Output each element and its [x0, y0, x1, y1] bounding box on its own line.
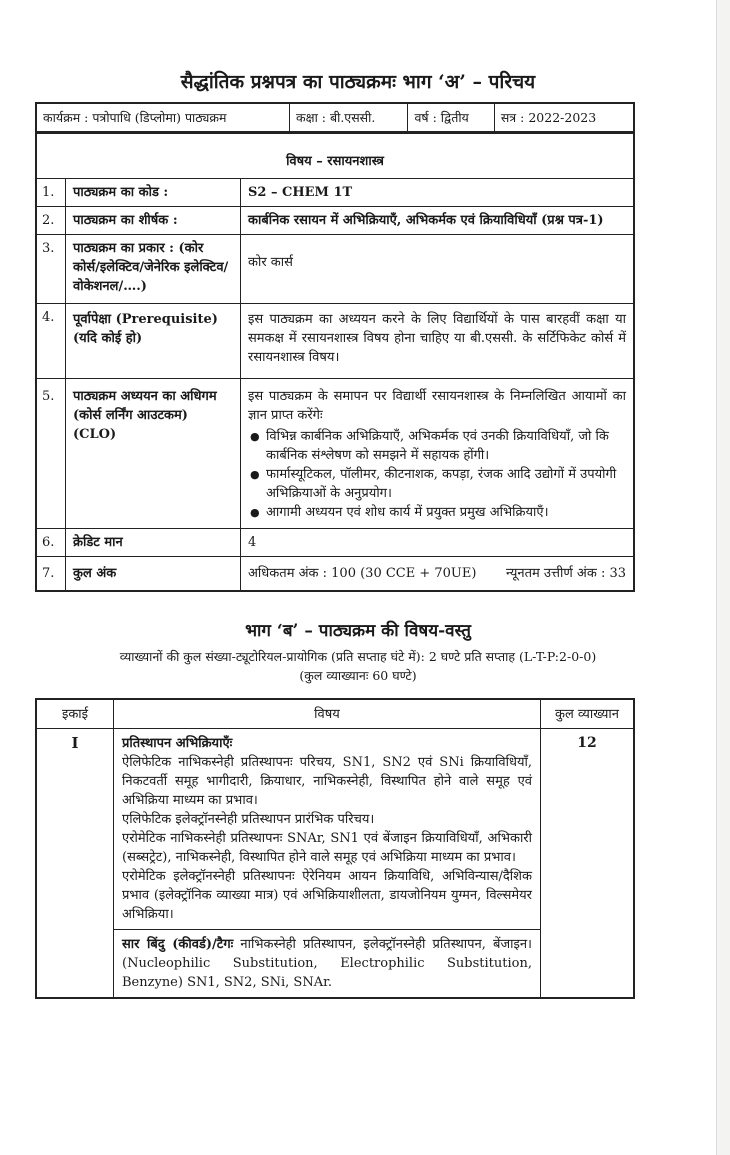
table-row	[36, 179, 634, 207]
course-intro-table	[35, 132, 635, 592]
table-row	[36, 304, 634, 379]
unit-header: इकाई	[36, 699, 114, 729]
unit-number: I	[36, 729, 114, 999]
session-cell: सत्र : 2022-2023	[494, 103, 634, 132]
clo-cell	[241, 379, 635, 529]
list-item: ● फार्मास्यूटिकल, पॉलीमर, कीटनाशक, कपड़ा, रंजक आदि उद्योगों में उपयोगी अभिक्रियाओं के अनुप्रयोग।	[266, 465, 626, 503]
lecture-hours: 12	[541, 729, 635, 999]
max-marks: अधिकतम अंक : 100 (30 CCE + 70UE)	[248, 566, 477, 581]
table-row	[36, 729, 634, 930]
row-label: क्रेडिट मान	[66, 529, 241, 557]
row-label: पूर्वापेक्षा (Prerequisite) (यदि कोई हो)	[66, 304, 241, 379]
row-number: 6.	[36, 529, 66, 557]
row-number: 5.	[36, 379, 66, 529]
row-label: कुल अंक	[66, 557, 241, 592]
total-lectures-line: (कुल व्याख्यानः 60 घण्टे)	[299, 668, 417, 683]
lectures-header: कुल व्याख्यान	[541, 699, 635, 729]
class-cell: कक्षा : बी.एससी.	[290, 103, 408, 132]
content-paragraph: एरोमेटिक इलेक्ट्रॉनस्नेही प्रतिस्थापनः ऐरेनियम आयन क्रियाविधि, अभिविन्यास/दैशिक प्रभाव (इलेक्ट्रॉनिक व्याख्या मात्र) एवं अभिक्रियाशीलता, डायजोनियम युग्मन, विल्समेयर अभिक्रिया।	[122, 869, 532, 922]
syllabus-content-table	[35, 698, 635, 999]
marks-cell	[241, 557, 635, 592]
lecture-count-line: व्याख्यानों की कुल संख्या-ट्यूटोरियल-प्रायोगिक (प्रति सप्ताह घंटे में): 2 घण्टे प्रति सप्ताह (L-T-P:2-0-0)	[119, 649, 597, 664]
keywords-cell	[114, 930, 541, 999]
prerequisite-text: इस पाठ्यक्रम का अध्ययन करने के लिए विद्यार्थियों के पास बारहवीं कक्षा या समकक्ष में रसायनशास्त्र विषय होना चाहिए या बी.एससी. के सर्टिफिकेट कोर्स में रसायनशास्त्र विषय।	[241, 304, 635, 379]
min-pass-marks: न्यूनतम उत्तीर्ण अंक : 33	[505, 566, 626, 581]
table-row	[36, 207, 634, 235]
unit-content	[114, 729, 541, 930]
row-number: 4.	[36, 304, 66, 379]
row-number: 2.	[36, 207, 66, 235]
clo-list	[248, 427, 626, 522]
year-cell: वर्ष : द्वितीय	[408, 103, 494, 132]
list-item: ● विभिन्न कार्बनिक अभिक्रियाएँ, अभिकर्मक एवं उनकी क्रियाविधियाँ, जो कि कार्बनिक संश्लेषण को समझने में सहायक होंगी।	[266, 427, 626, 465]
program-info-row	[35, 102, 635, 133]
row-number: 7.	[36, 557, 66, 592]
course-type-value: कोर कार्स	[248, 255, 293, 270]
course-type	[241, 235, 635, 304]
table-row	[36, 529, 634, 557]
row-number: 1.	[36, 179, 66, 207]
content-paragraph: एरोमेटिक नाभिकस्नेही प्रतिस्थापनः SNAr, SN1 एवं बेंजाइन क्रियाविधियाँ, अभिकारी (सब्सट्रेट), नाभिकस्नेही, विस्थापित होने वाले समूह एवं अभिक्रिया माध्यम का प्रभाव।	[122, 831, 532, 865]
subject-heading: विषय – रसायनशास्त्र	[36, 133, 634, 179]
content-paragraph: ऐलिफेटिक नाभिकस्नेही प्रतिस्थापनः परिचय, SN1, SN2 एवं SNi क्रियाविधियाँ, निकटवर्ती समूह भागीदारी, क्रियाधार, नाभिकस्नेही, विस्थापित होने वाले समूह एवं अभिक्रिया माध्यम का प्रभाव।	[122, 755, 532, 808]
part-b-title: भाग ‘ब’ – पाठ्यक्रम की विषय-वस्तु	[245, 621, 471, 641]
clo-intro: इस पाठ्यक्रम के समापन पर विद्यार्थी रसायनशास्त्र के निम्नलिखित आयामों का ज्ञान प्राप्त करेंगेः	[248, 389, 626, 423]
table-row	[36, 557, 634, 592]
row-number: 3.	[36, 235, 66, 304]
credit-value: 4	[241, 529, 635, 557]
content-paragraph: एलिफेटिक इलेक्ट्रॉनस्नेही प्रतिस्थापन प्रारंभिक परिचय।	[122, 812, 375, 827]
course-code: S2 – CHEM 1T	[241, 179, 635, 207]
course-title: कार्बनिक रसायन में अभिक्रियाएँ, अभिकर्मक एवं क्रियाविधियाँ (प्रश्न पत्र-1)	[241, 207, 635, 235]
topic-header: विषय	[114, 699, 541, 729]
keywords-label: सार बिंदु (कीवर्ड)/टैगः	[122, 937, 234, 952]
table-row	[36, 235, 634, 304]
page-title: सैद्धांतिक प्रश्नपत्र का पाठ्यक्रमः भाग ‘अ’ – परिचय	[180, 71, 536, 93]
row-label: पाठ्यक्रम का प्रकार : (कोर कोर्स/इलेक्टिव/जेनेरिक इलेक्टिव/वोकेशनल/….)	[66, 235, 241, 304]
row-label: पाठ्यक्रम का शीर्षक :	[66, 207, 241, 235]
keywords-text: नाभिकस्नेही प्रतिस्थापन, इलेक्ट्रॉनस्नेही प्रतिस्थापन, बेंजाइन। (Nucleophilic Substitution, Electrophilic Substitution, Benzyne) SN1, SN2, SNi, SNAr.	[122, 937, 532, 990]
program-cell: कार्यक्रम : पत्रोपाधि (डिप्लोमा) पाठ्यक्रम	[36, 103, 290, 132]
row-label: पाठ्यक्रम का कोड :	[66, 179, 241, 207]
table-row	[36, 379, 634, 529]
list-item: ● आगामी अध्ययन एवं शोध कार्य में प्रयुक्त प्रमुख अभिक्रियाएँ।	[266, 503, 626, 522]
row-label: पाठ्यक्रम अध्ययन का अधिगम (कोर्स लर्निंग आउटकम) (CLO)	[66, 379, 241, 529]
content-heading: प्रतिस्थापन अभिक्रियाएँः	[122, 736, 233, 751]
